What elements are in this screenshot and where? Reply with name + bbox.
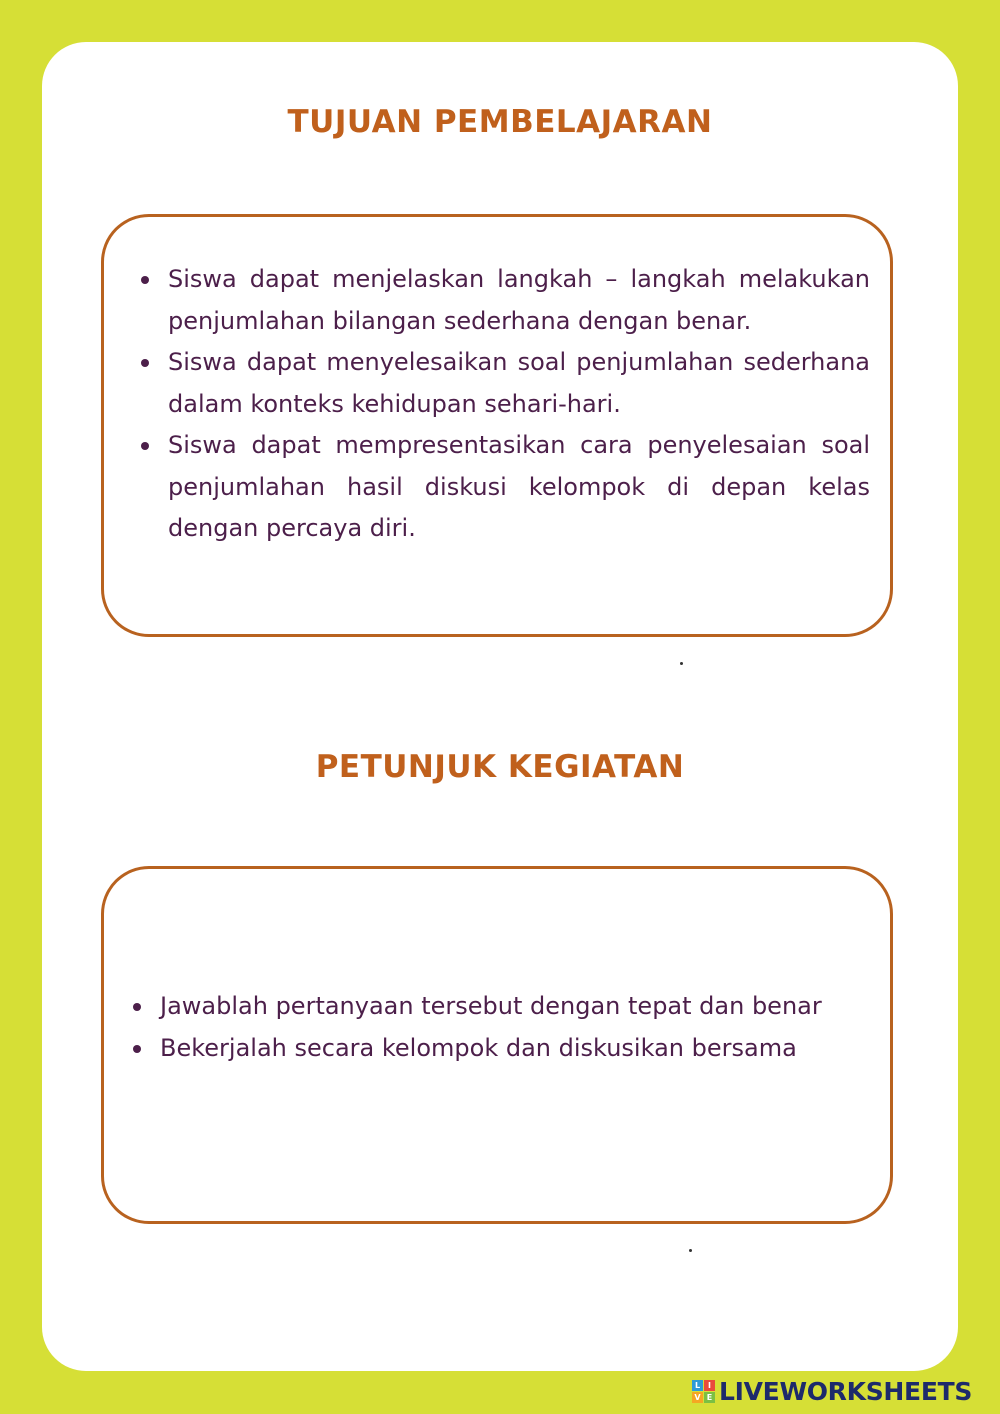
list-item: Siswa dapat menjelaskan langkah – langkah melakukan penjumlahan bilangan sederhana dengan benar. <box>139 259 870 342</box>
petunjuk-list <box>131 986 886 1069</box>
logo-mark-letter: I <box>704 1380 715 1391</box>
section-title-tujuan: TUJUAN PEMBELAJARAN <box>287 104 713 140</box>
liveworksheets-logo[interactable] <box>692 1374 972 1408</box>
list-item: Siswa dapat mempresentasikan cara penyelesaian soal penjumlahan hasil diskusi kelompok di depan kelas dengan percaya diri. <box>139 425 870 550</box>
logo-mark-letter: L <box>692 1380 703 1391</box>
stray-dot <box>689 1249 692 1252</box>
stray-dot <box>680 662 683 665</box>
logo-mark-letter: E <box>704 1392 715 1403</box>
tujuan-list <box>139 259 870 550</box>
section-title-petunjuk: PETUNJUK KEGIATAN <box>315 749 685 785</box>
logo-text: LIVEWORKSHEETS <box>719 1376 973 1406</box>
logo-mark-letter: V <box>692 1392 703 1403</box>
list-item: Jawablah pertanyaan tersebut dengan tepat dan benar <box>131 986 886 1028</box>
list-item: Bekerjalah secara kelompok dan diskusikan bersama <box>131 1028 886 1070</box>
liveworksheets-logo-icon <box>692 1380 715 1403</box>
list-item: Siswa dapat menyelesaikan soal penjumlahan sederhana dalam konteks kehidupan sehari-hari. <box>139 342 870 425</box>
